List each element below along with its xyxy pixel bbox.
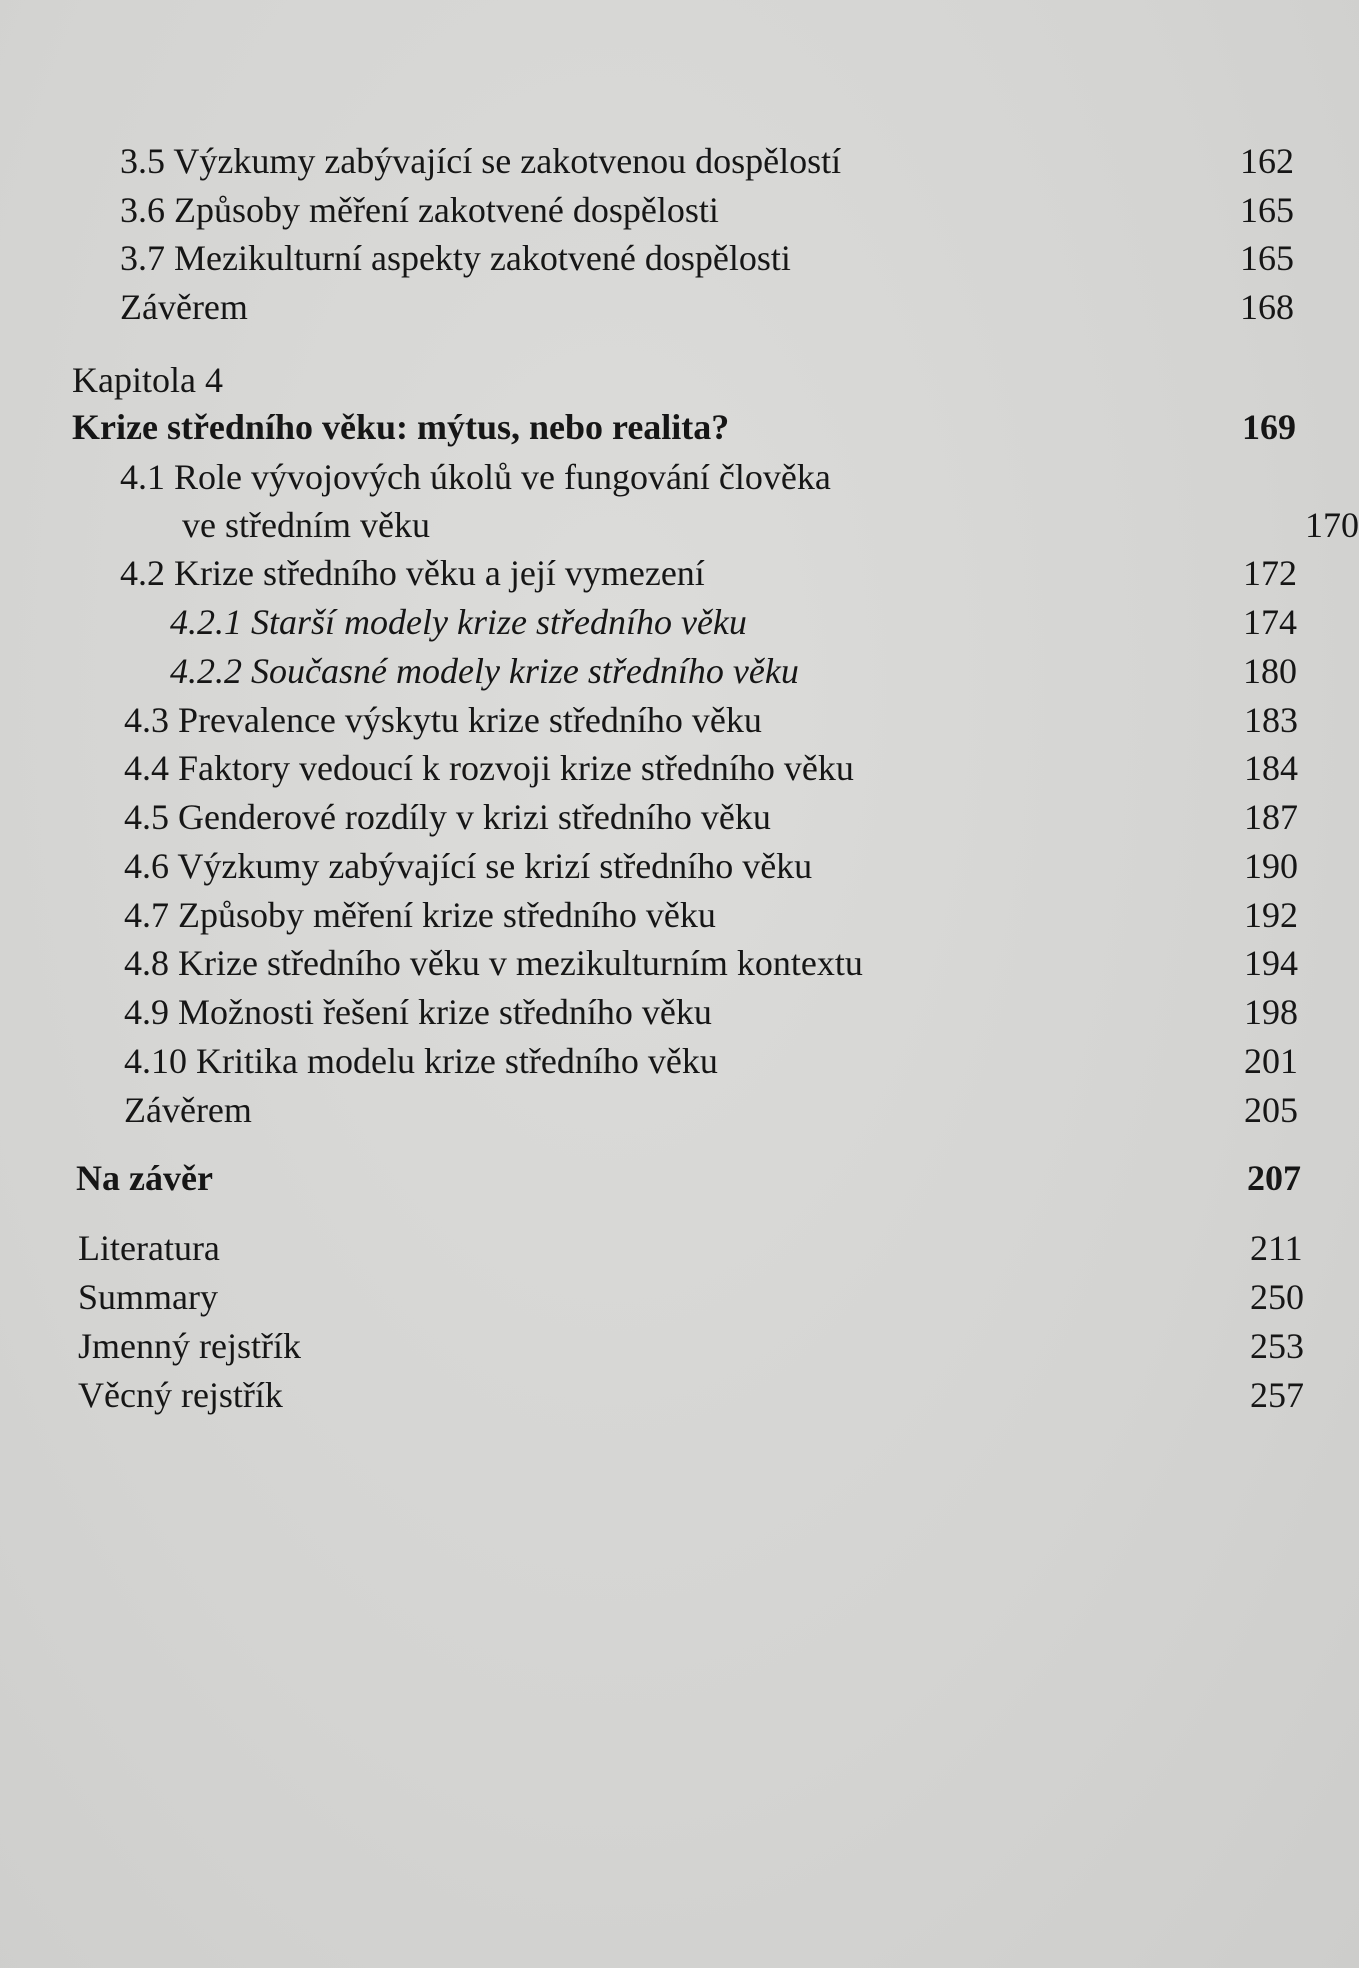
toc-entry-label: 4.2 Krize středního věku a její vymezení — [120, 553, 705, 593]
chapter-number: Kapitola 4 — [72, 360, 223, 400]
toc-entry-label: 4.4 Faktory vedoucí k rozvoji krize středního věku — [124, 748, 854, 788]
toc-entry-label: 4.2.1 Starší modely krize středního věku — [170, 602, 747, 642]
toc-entry-label: 4.7 Způsoby měření krize středního věku — [124, 895, 716, 935]
toc-entry-label: Summary — [78, 1277, 218, 1317]
toc-entry-label: Jmenný rejstřík — [78, 1326, 301, 1366]
toc-entry-label: ve středním věku — [182, 505, 430, 545]
toc-entry-label: 4.6 Výzkumy zabývající se krizí středního věku — [124, 846, 813, 886]
toc-entry-label: 4.2.2 Současné modely krize středního věku — [170, 651, 799, 691]
toc-entry-label: 3.5 Výzkumy zabývající se zakotvenou dospělostí — [120, 141, 842, 181]
toc-page: 3.5 Výzkumy zabývající se zakotvenou dospělostí 162 3.6 Způsoby měření zakotvené dospělosti 165 3.7 Mezikulturní aspekty zakotvené dospělosti 165 Závěrem 168 Kapitola 4 Krize středního věku: mýtus, nebo realita? 169 4.1 Role vývojových úkolů ve fungování člověka ve středním věku 170 4.2 Krize středního věku a její vymezení 172 4.2.1 Starší modely krize středního věku 174 4.2.2 Současné modely krize středního věku 180 4.3 Prevalence výskytu krize středního věku 183 4.4 Faktory vedoucí k rozvoji krize středního věku 184 4.5 Genderové rozdíly v krizi středního věku 187 4.6 Výzkumy zabývající se krizí středního věku 190 4.7 Způsoby měření krize středního věku 192 4.8 Krize středního věku v mezikulturním kontextu 194 4.9 Možnosti řešení krize středního věku 198 4.10 Kritika modelu krize středního věku 201 Závěrem 205 Na závěr 207 Literatura 211 Summary 250 Jmenný rejstřík 253 Věcný rejstřík 257 — [72, 141, 1359, 1415]
toc-entry-label: Závěrem — [120, 287, 248, 327]
toc-entry-label: 4.10 Kritika modelu krize středního věku — [124, 1041, 718, 1081]
toc-entry-label: Závěrem — [124, 1090, 252, 1130]
toc-entry-label: 4.8 Krize středního věku v mezikulturním kontextu — [124, 943, 863, 983]
toc-entry-label: 3.7 Mezikulturní aspekty zakotvené dospělosti — [120, 238, 791, 278]
toc-entry-label: Literatura — [78, 1228, 220, 1268]
toc-entry-label: 4.9 Možnosti řešení krize středního věku — [124, 992, 712, 1032]
toc-entry-label: 4.1 Role vývojových úkolů ve fungování člověka — [120, 457, 831, 497]
toc-entry-label: 3.6 Způsoby měření zakotvené dospělosti — [120, 190, 719, 230]
toc-entry-label: Věcný rejstřík — [78, 1375, 283, 1415]
toc-entry-label: Na závěr — [76, 1158, 213, 1198]
toc-entry-label: 4.5 Genderové rozdíly v krizi středního věku — [124, 797, 771, 837]
toc-entry-label: 4.3 Prevalence výskytu krize středního věku — [124, 700, 762, 740]
chapter-title-label: Krize středního věku: mýtus, nebo realita? — [72, 407, 730, 447]
